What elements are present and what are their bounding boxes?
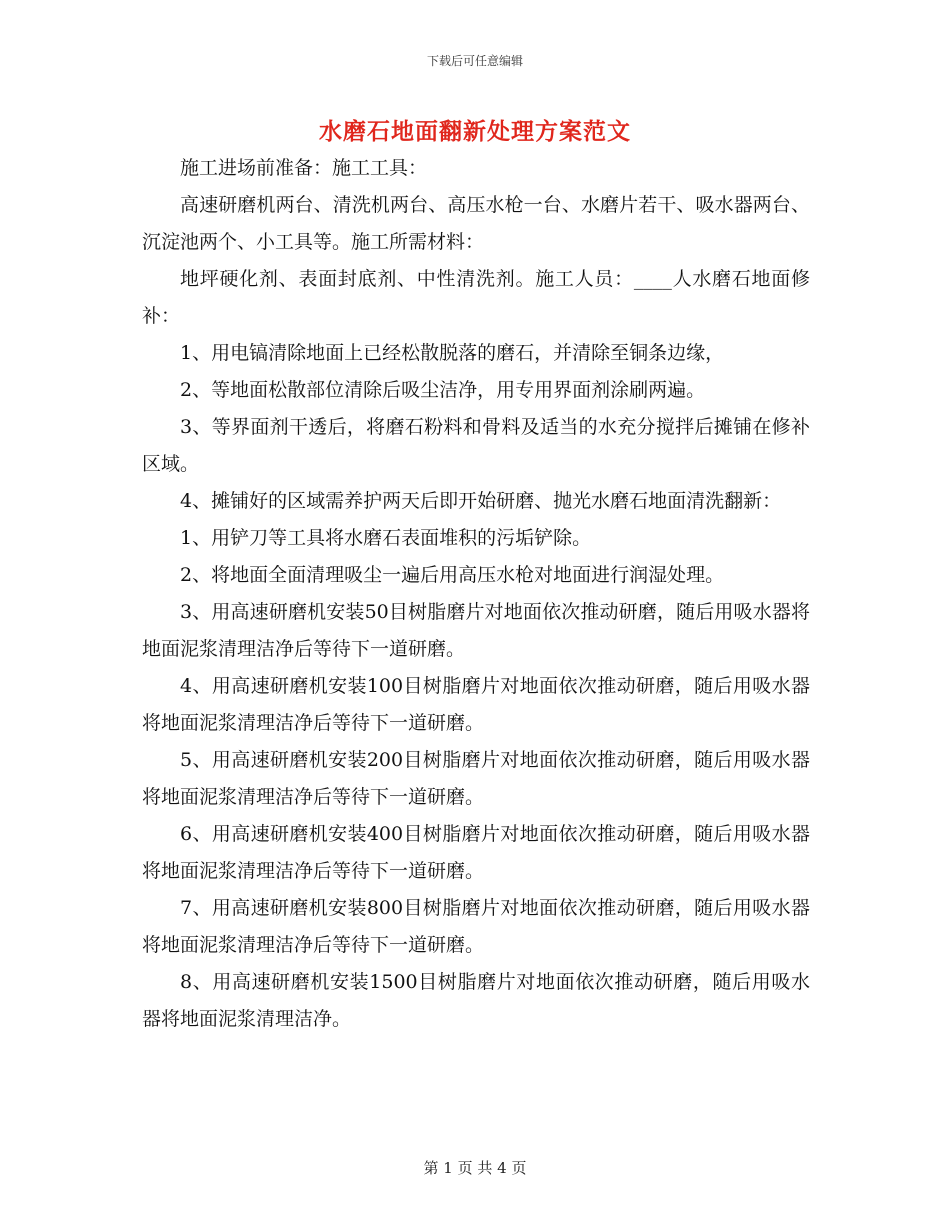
repair-step-2: 2、等地面松散部位清除后吸尘洁净，用专用界面剂涂刷两遍。 xyxy=(180,379,706,401)
renovation-step-2: 2、将地面全面清理吸尘一遍后用高压水枪对地面进行润湿处理。 xyxy=(180,564,725,586)
renovation-step-6: 6、用高速研磨机安装400目树脂磨片对地面依次推动研磨，随后用吸水器将地面泥浆清理洁净后等待下一道研磨。 xyxy=(142,823,810,882)
repair-step-1: 1、用电镐清除地面上已经松散脱落的磨石，并清除至铜条边缘， xyxy=(180,342,725,364)
renovation-step-1: 1、用铲刀等工具将水磨石表面堆积的污垢铲除。 xyxy=(180,527,592,549)
document-title: 水磨石地面翻新处理方案范文 xyxy=(319,118,631,145)
renovation-step-7: 7、用高速研磨机安装800目树脂磨片对地面依次推动研磨，随后用吸水器将地面泥浆清理洁净后等待下一道研磨。 xyxy=(142,897,810,956)
repair-step-3: 3、等界面剂干透后，将磨石粉料和骨料及适当的水充分搅拌后摊铺在修补区域。 xyxy=(142,416,810,475)
paragraph-preparation: 施工进场前准备：施工工具： xyxy=(180,157,428,179)
renovation-step-8: 8、用高速研磨机安装1500目树脂磨片对地面依次推动研磨，随后用吸水器将地面泥浆清理洁净。 xyxy=(142,971,810,1030)
page-number: 第 1 页 共 4 页 xyxy=(423,1159,527,1177)
document-body xyxy=(142,150,810,1038)
page-header: 下载后可任意编辑 xyxy=(426,54,523,68)
renovation-step-5: 5、用高速研磨机安装200目树脂磨片对地面依次推动研磨，随后用吸水器将地面泥浆清理洁净后等待下一道研磨。 xyxy=(142,749,810,808)
renovation-step-4: 4、用高速研磨机安装100目树脂磨片对地面依次推动研磨，随后用吸水器将地面泥浆清理洁净后等待下一道研磨。 xyxy=(142,675,810,734)
paragraph-materials: 地坪硬化剂、表面封底剂、中性清洗剂。施工人员：____人水磨石地面修补： xyxy=(142,268,810,327)
paragraph-tools: 高速研磨机两台、清洗机两台、高压水枪一台、水磨片若干、吸水器两台、沉淀池两个、小工具等。施工所需材料： xyxy=(142,194,810,253)
renovation-step-3: 3、用高速研磨机安装50目树脂磨片对地面依次推动研磨，随后用吸水器将地面泥浆清理洁净后等待下一道研磨。 xyxy=(142,601,810,660)
repair-step-4: 4、摊铺好的区域需养护两天后即开始研磨、抛光水磨石地面清洗翻新： xyxy=(180,490,782,512)
